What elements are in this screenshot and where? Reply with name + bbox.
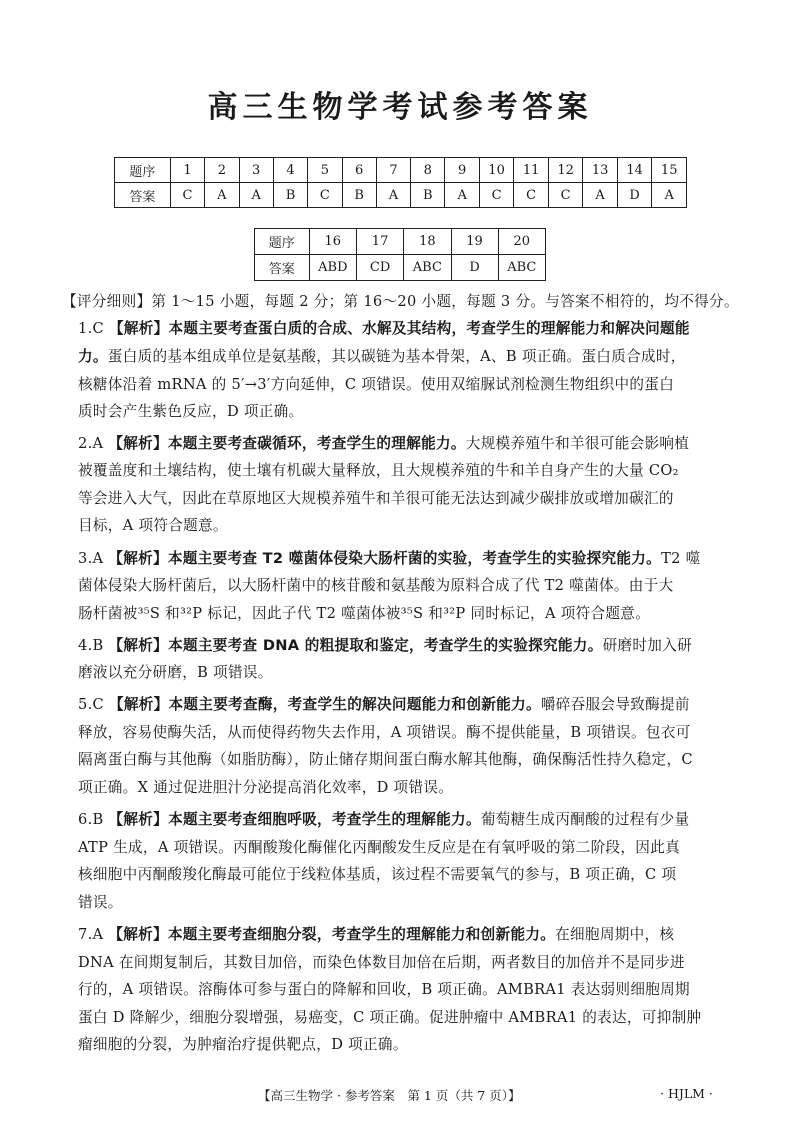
normal-text: 大规模养殖牛和羊很可能会影响植 [465,435,690,452]
text-line [78,1032,758,1057]
text-line [78,692,758,717]
normal-text: 7.A [78,926,109,943]
question-number-cell: 12 [548,158,583,183]
text-line [78,399,758,424]
bold-text: 力。 [78,348,108,365]
row-label: 题序 [255,229,310,255]
text-line [78,1005,758,1030]
normal-text: 释放，容易使酶失活，从而使得药物失去作用，A 项错误。酶不提供能量，B 项错误。包衣可 [78,724,691,741]
normal-text: 核细胞中丙酮酸羧化酶最可能位于线粒体基质，该过程不需要氧气的参与，B 项正确，C 项 [78,866,677,883]
bold-text: 【解析】本题主要考查碳循环，考查学生的理解能力。 [108,435,466,452]
normal-text: 项正确。X 通过促进胆汁分泌提高消化效率，D 项错误。 [78,779,454,796]
normal-text: 等会进入大气，因此在草原地区大规模养殖牛和羊很可能无法达到减少碳排放或增加碳汇的 [78,490,674,507]
normal-text: 4.B [78,637,109,654]
question-number-cell: 13 [583,158,618,183]
normal-text: 瘤细胞的分裂，为肿瘤治疗提供靶点，D 项正确。 [78,1036,408,1053]
normal-text: 蛋白 D 降解少，细胞分裂增强，易癌变，C 项正确。促进肿瘤中 AMBRA1 的表达，可抑制肿 [78,1009,702,1026]
question-number-cell: 16 [309,229,356,255]
text-line [78,431,758,456]
answer-cell: B [411,183,445,208]
question-row [255,229,546,255]
row-label: 题序 [115,158,171,183]
text-line [78,546,758,571]
text-line [78,601,758,626]
text-line [78,372,758,397]
question-number-cell: 19 [451,229,498,255]
bold-text: 【解析】本题主要考查蛋白质的合成、水解及其结构，考查学生的理解能力和解决问题能 [108,320,690,337]
bold-text: 【解析】本题主要考查细胞呼吸，考查学生的理解能力。 [108,811,481,828]
answer-cell: ABC [404,255,451,281]
text-line [78,775,758,800]
text-line [78,573,758,598]
normal-text: 葡萄糖生成丙酮酸的过程有少量 [480,811,690,828]
text-line [78,720,758,745]
normal-text: 错误。 [78,894,123,911]
bold-text: 【解析】本题主要考查 DNA 的粗提取和鉴定，考查学生的实验探究能力。 [108,637,603,654]
text-line [78,316,758,341]
question-number-cell: 17 [357,229,404,255]
normal-text: 目标，A 项符合题意。 [78,517,228,534]
bold-text: 【解析】本题主要考查细胞分裂，考查学生的理解能力和创新能力。 [108,926,556,943]
text-line [78,486,758,511]
text-line [78,862,758,887]
answer-row [255,255,546,281]
text-line [78,633,758,658]
text-line [78,977,758,1002]
normal-text: 2.A [78,435,109,452]
answer-row [115,183,687,208]
normal-text: 肠杆菌被³⁵S 和³²P 标记，因此子代 T2 噬菌体被³⁵S 和³²P 同时标记，A 项符合题意。 [78,605,651,622]
normal-text: 3.A [78,550,109,567]
text-line [62,289,742,314]
row-label: 答案 [255,255,310,281]
bold-text: 【解析】本题主要考查酶，考查学生的解决问题能力和创新能力。 [108,696,541,713]
question-number-cell: 1 [170,158,204,183]
answer-cell: C [308,183,342,208]
question-number-cell: 18 [404,229,451,255]
answer-cell: C [548,183,583,208]
normal-text: 嚼碎吞服会导致酶提前 [540,696,690,713]
normal-text: 核糖体沿着 mRNA 的 5′→3′方向延伸，C 项错误。使用双缩脲试剂检测生物组织中的蛋白 [78,376,675,393]
normal-text: 在细胞周期中，核 [555,926,675,943]
page-footer: 【高三生物学 · 参考答案 第 1 页（共 7 页）】 [258,1088,521,1103]
text-line [78,950,758,975]
question-number-cell: 14 [617,158,652,183]
question-number-cell: 20 [498,229,545,255]
answer-cell: ABC [498,255,545,281]
answer-cell: CD [357,255,404,281]
bold-text: 【解析】本题主要考查 T2 噬菌体侵染大肠杆菌的实验，考查学生的实验探究能力。 [108,550,662,567]
normal-text: DNA 在间期复制后，其数目加倍，而染色体数目加倍在后期，两者数目的加倍并不是同步进 [78,954,685,971]
answer-cell: B [342,183,376,208]
question-number-cell: 8 [411,158,445,183]
normal-text: 研磨时加入研 [602,637,692,654]
question-number-cell: 5 [308,158,342,183]
normal-text: 行的，A 项错误。溶酶体可参与蛋白的降解和回收，B 项正确。AMBRA1 表达弱则细胞周期 [78,981,690,998]
normal-text: 蛋白质的基本组成单位是氨基酸，其以碳链为基本骨架，A、B 项正确。蛋白质合成时， [107,348,686,365]
answer-cell: A [652,183,687,208]
normal-text: 【评分细则】第 1～15 小题，每题 2 分；第 16～20 小题，每题 3 分。与答案不相符的，均不得分。 [62,293,739,310]
answer-cell: D [617,183,652,208]
question-number-cell: 3 [239,158,273,183]
normal-text: 5.C [78,696,109,713]
answer-cell: C [170,183,204,208]
text-line [78,890,758,915]
text-line [78,344,758,369]
question-number-cell: 7 [376,158,410,183]
text-line [78,513,758,538]
normal-text: T2 噬 [661,550,701,567]
text-line [78,458,758,483]
answer-table-2 [254,228,546,281]
footer-code: · HJLM · [660,1086,713,1101]
answer-cell: A [583,183,618,208]
normal-text: 被覆盖度和土壤结构，使土壤有机碳大量释放，且大规模养殖的牛和羊自身产生的大量 CO₂ [78,462,679,479]
question-number-cell: 2 [205,158,239,183]
normal-text: 1.C [78,320,109,337]
answer-cell: ABD [309,255,356,281]
question-number-cell: 9 [445,158,479,183]
answer-cell: C [479,183,514,208]
answer-cell: A [239,183,273,208]
normal-text: 6.B [78,811,109,828]
question-number-cell: 6 [342,158,376,183]
question-number-cell: 4 [273,158,307,183]
text-line [78,747,758,772]
row-label: 答案 [115,183,171,208]
normal-text: 菌体侵染大肠杆菌后，以大肠杆菌中的核苷酸和氨基酸为原料合成了代 T2 噬菌体。由于大 [78,577,674,594]
answer-cell: A [205,183,239,208]
normal-text: 质时会产生紫色反应，D 项正确。 [78,403,304,420]
text-line [78,835,758,860]
normal-text: 磨液以充分研磨，B 项错误。 [78,664,273,681]
question-number-cell: 10 [479,158,514,183]
page-title: 高三生物学考试参考答案 [207,90,593,125]
answer-cell: C [514,183,549,208]
text-line [78,922,758,947]
question-number-cell: 11 [514,158,549,183]
answer-cell: A [445,183,479,208]
answer-cell: B [273,183,307,208]
answer-cell: A [376,183,410,208]
text-line [78,660,758,685]
question-row [115,158,687,183]
answer-cell: D [451,255,498,281]
normal-text: ATP 生成，A 项错误。丙酮酸羧化酶催化丙酮酸发生反应是在有氧呼吸的第二阶段，因此真 [78,839,680,856]
text-line [78,807,758,832]
answer-table-1 [114,157,687,208]
normal-text: 隔离蛋白酶与其他酶（如脂肪酶），防止储存期间蛋白酶水解其他酶，确保酶活性持久稳定，C [78,751,693,768]
question-number-cell: 15 [652,158,687,183]
